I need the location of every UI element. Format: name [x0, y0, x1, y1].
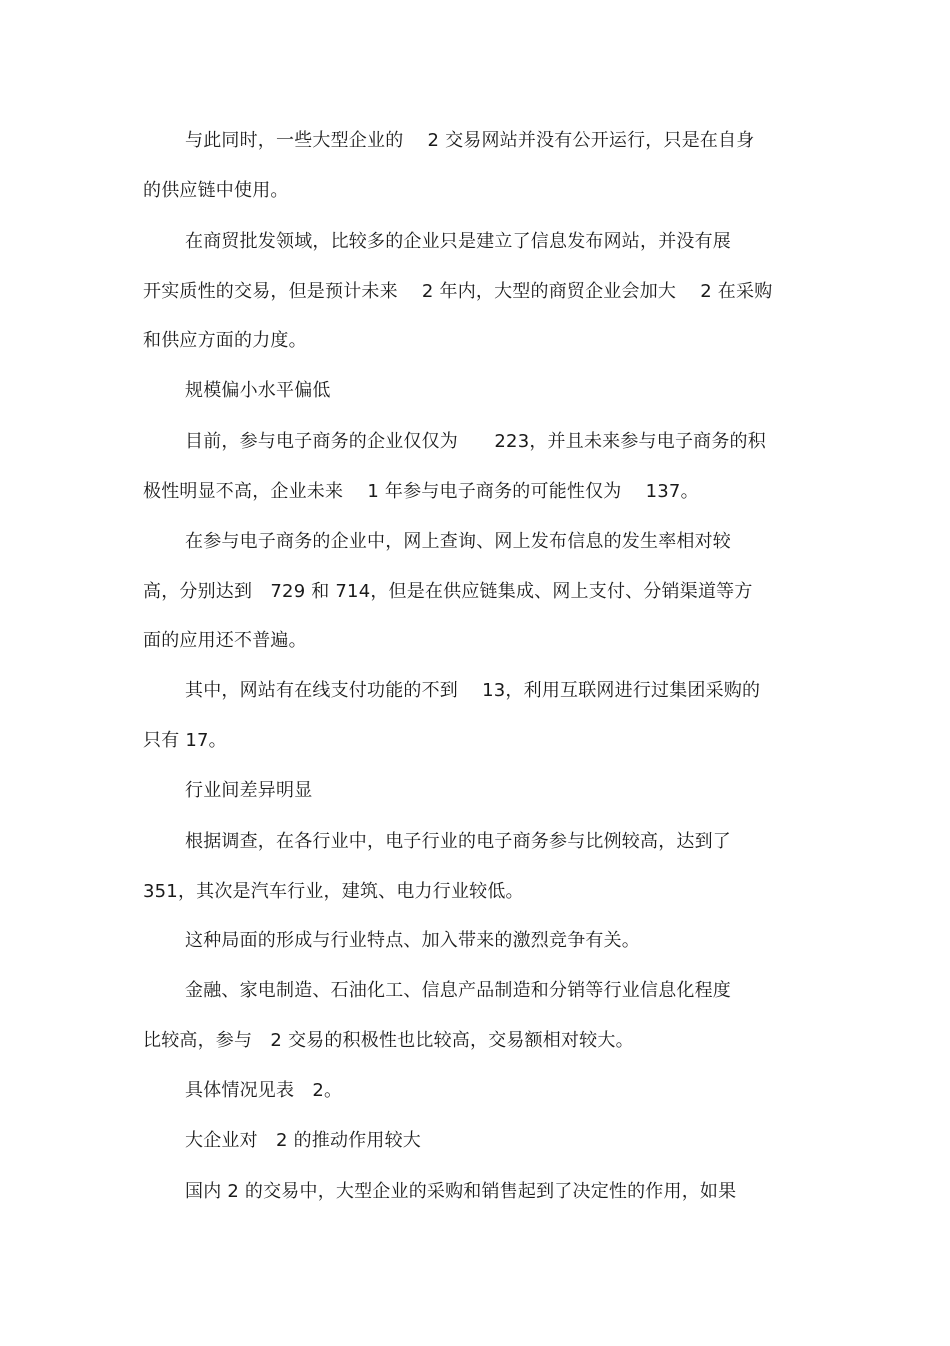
text-line: 比较高，参与 2 交易的积极性也比较高，交易额相对较大。 [143, 1030, 634, 1051]
text-line: 其中，网站有在线支付功能的不到 13，利用互联网进行过集团采购的 [185, 680, 761, 701]
text-line: 与此同时，一些大型企业的 2 交易网站并没有公开运行，只是在自身 [185, 130, 755, 151]
text-line: 开实质性的交易，但是预计未来 2 年内，大型的商贸企业会加大 2 在采购 [143, 281, 773, 302]
text-line: 根据调查，在各行业中，电子行业的电子商务参与比例较高，达到了 [185, 831, 731, 852]
text-line: 这种局面的形成与行业特点、加入带来的激烈竞争有关。 [185, 930, 640, 951]
text-line: 目前，参与电子商务的企业仅仅为 223，并且未来参与电子商务的积 [185, 431, 766, 452]
text-line: 在参与电子商务的企业中，网上查询、网上发布信息的发生率相对较 [185, 531, 731, 552]
text-line: 面的应用还不普遍。 [143, 630, 307, 651]
text-line: 351，其次是汽车行业，建筑、电力行业较低。 [143, 881, 524, 902]
section-heading: 大企业对 2 的推动作用较大 [185, 1130, 421, 1151]
text-line: 高，分别达到 729 和 714，但是在供应链集成、网上支付、分销渠道等方 [143, 581, 753, 602]
text-line: 具体情况见表 2。 [185, 1080, 343, 1101]
text-line: 的供应链中使用。 [143, 180, 289, 201]
text-line: 国内 2 的交易中，大型企业的采购和销售起到了决定性的作用，如果 [185, 1181, 737, 1202]
section-heading: 规模偏小水平偏低 [185, 380, 331, 401]
section-heading: 行业间差异明显 [185, 780, 313, 801]
text-line: 和供应方面的力度。 [143, 330, 307, 351]
text-line: 在商贸批发领域，比较多的企业只是建立了信息发布网站，并没有展 [185, 231, 731, 252]
text-line: 极性明显不高，企业未来 1 年参与电子商务的可能性仅为 137。 [143, 481, 699, 502]
text-line: 只有 17。 [143, 730, 227, 751]
text-line: 金融、家电制造、石油化工、信息产品制造和分销等行业信息化程度 [185, 980, 731, 1001]
